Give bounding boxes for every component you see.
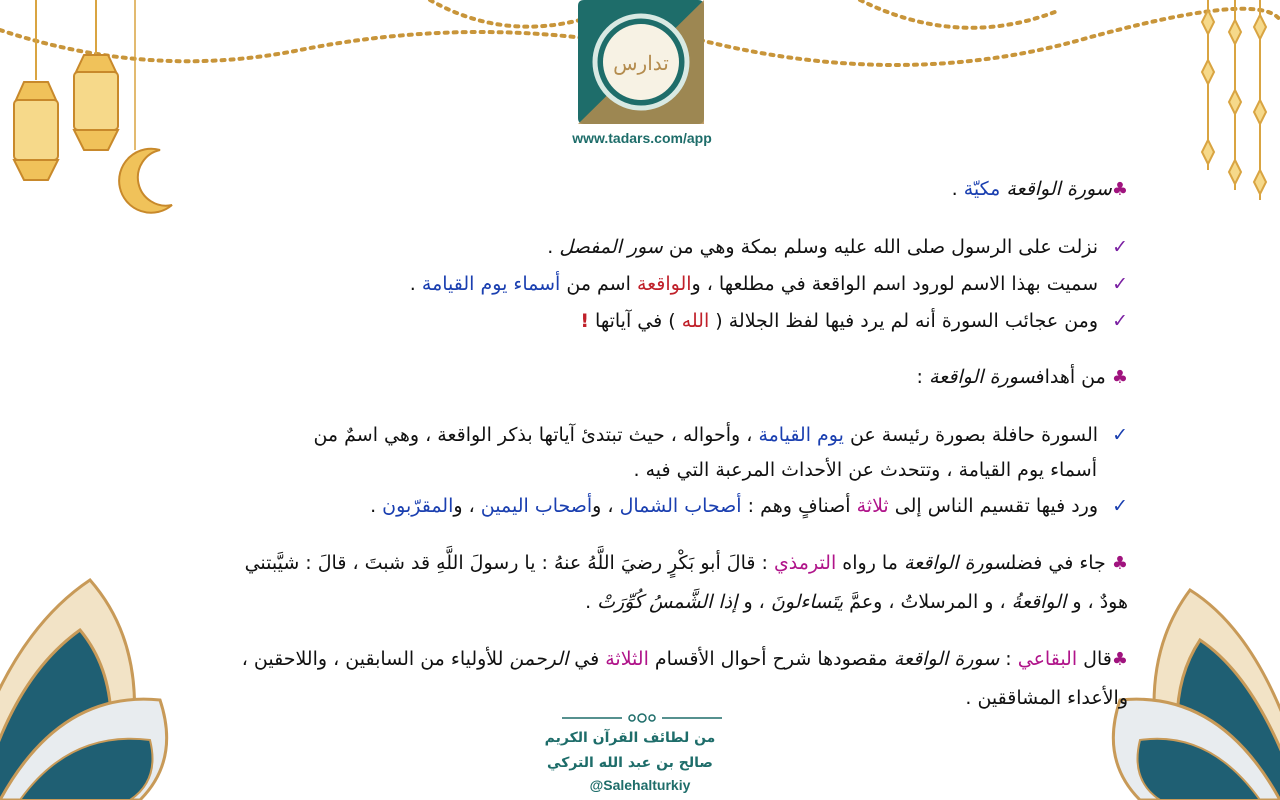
list-text: أسماء يوم القيامة ، وتتحدث عن الأحداث المرعبة التي فيه . xyxy=(633,459,1097,481)
divider-ornament xyxy=(562,712,722,724)
punct: : xyxy=(1005,648,1012,670)
para-text: قال xyxy=(1083,648,1112,670)
punct: . xyxy=(951,178,958,200)
highlight-term: ثلاثة xyxy=(856,495,889,517)
list-text: نزلت على الرسول صلى الله عليه وسلم بمكة وهي من xyxy=(668,236,1099,258)
para-text: والأعداء المشاققين . xyxy=(965,687,1128,709)
surah-name: سورة الواقعة xyxy=(903,552,1011,574)
hanging-ornament-decoration xyxy=(1190,0,1280,210)
punct: ، و xyxy=(592,495,614,517)
highlight-term: الله xyxy=(681,310,710,332)
paragraph-virtue xyxy=(245,552,1128,574)
list-item-continuation xyxy=(634,459,1097,481)
highlight-term: المقرّبون xyxy=(382,495,454,517)
club-bullet-icon: ♣ xyxy=(1111,179,1128,200)
surah-name: سورة الواقعة xyxy=(1006,178,1112,200)
check-icon: ✓ xyxy=(1112,424,1128,446)
paragraph-virtue-line2 xyxy=(585,591,1128,613)
para-text: ما رواه xyxy=(842,552,898,574)
app-url-link[interactable]: www.tadars.com/app xyxy=(572,130,712,146)
logo-icon xyxy=(578,0,704,124)
surah-ref: إذا الشَّمسُ كُوِّرَتْ xyxy=(597,591,738,613)
punct: . xyxy=(547,236,554,258)
para-text: للأولياء من السابقين ، واللاحقين ، xyxy=(241,648,504,670)
para-text: ، و xyxy=(743,591,765,613)
highlight-term: أسماء يوم القيامة xyxy=(421,273,561,295)
para-text: جاء في فضل xyxy=(1010,552,1106,574)
highlight-term: أصحاب اليمين xyxy=(480,495,593,517)
surah-ref: الواقعةُ xyxy=(1011,591,1067,613)
punct: . xyxy=(585,591,592,613)
list-text: ورد فيها تقسيم الناس إلى xyxy=(894,495,1099,517)
check-icon: ✓ xyxy=(1112,495,1128,517)
para-text: هودٌ ، و xyxy=(1072,591,1128,613)
surah-type: مكيّة xyxy=(963,178,1001,200)
highlight-term: الواقعة xyxy=(636,273,692,295)
surah-name: سورة الواقعة xyxy=(893,648,1000,670)
club-bullet-icon: ♣ xyxy=(1111,553,1128,574)
list-item xyxy=(410,273,1128,295)
surah-name: سورة الواقعة xyxy=(928,366,1036,388)
surah-ref: الرحمن xyxy=(509,648,569,670)
heading-text: من أهداف xyxy=(1035,366,1106,388)
check-icon: ✓ xyxy=(1112,273,1128,295)
footer-title: من لطائف القرآن الكريم xyxy=(544,730,716,746)
list-item xyxy=(547,236,1128,258)
section-heading-goals xyxy=(916,366,1128,388)
exclamation: ! xyxy=(580,310,589,332)
highlight-term: يوم القيامة xyxy=(758,424,844,446)
check-icon: ✓ xyxy=(1112,310,1128,332)
para-text: مقصودها شرح أحوال الأقسام xyxy=(654,648,888,670)
list-item xyxy=(370,495,1128,517)
floral-decoration-left xyxy=(0,520,200,800)
list-text: السورة حافلة بصورة رئيسة عن xyxy=(849,424,1099,446)
punct: ، و xyxy=(453,495,475,517)
list-item xyxy=(313,424,1128,446)
punct: . xyxy=(409,273,416,295)
list-text: ومن عجائب السورة أنه لم يرد فيها لفظ الجلالة ( xyxy=(715,310,1099,332)
highlight-term: الترمذي xyxy=(773,552,837,574)
check-icon: ✓ xyxy=(1112,236,1128,258)
list-item xyxy=(580,310,1128,332)
punct: . xyxy=(370,495,377,517)
paragraph-biqai-line2 xyxy=(965,687,1128,709)
list-text: سميت بهذا الاسم لورود اسم الواقعة في مطلعها ، و xyxy=(691,273,1099,295)
footer-handle[interactable]: @Salehalturkiy xyxy=(589,777,691,793)
highlight-term: البقاعي xyxy=(1017,648,1078,670)
para-text: : قالَ أبو بَكْرٍ رضيَ اللَّهُ عنهُ : يا رسولَ اللَّهِ قد شبتَ ، قالَ : شيَّبتني xyxy=(244,552,768,574)
list-emphasis: سور المفصل xyxy=(559,236,663,258)
paragraph-biqai xyxy=(242,648,1128,670)
punct: : xyxy=(916,366,923,388)
club-bullet-icon: ♣ xyxy=(1111,649,1128,670)
list-text: ) في آياتها xyxy=(595,310,676,332)
highlight-term: أصحاب الشمال xyxy=(619,495,742,517)
lantern-icon xyxy=(0,0,180,220)
para-text: في xyxy=(574,648,600,670)
highlight-term: الثلاثة xyxy=(605,648,649,670)
floral-decoration-right xyxy=(1110,520,1280,800)
para-text: ، و المرسلاتُ ، وعمَّ xyxy=(849,591,1006,613)
list-text: ، وأحواله ، حيث تبتدئ آياتها بذكر الواقعة ، وهي اسمٌ من xyxy=(313,424,753,446)
tadars-logo[interactable] xyxy=(578,0,704,124)
club-bullet-icon: ♣ xyxy=(1111,367,1128,388)
svg-text:تدارس: تدارس xyxy=(613,51,669,75)
section-heading-type xyxy=(952,178,1128,200)
surah-ref: يتَساءلونَ xyxy=(770,591,844,613)
list-text: اسم من xyxy=(566,273,631,295)
footer-author: صالح بن عبد الله التركي xyxy=(547,755,713,771)
list-text: أصنافٍ وهم : xyxy=(747,495,851,517)
